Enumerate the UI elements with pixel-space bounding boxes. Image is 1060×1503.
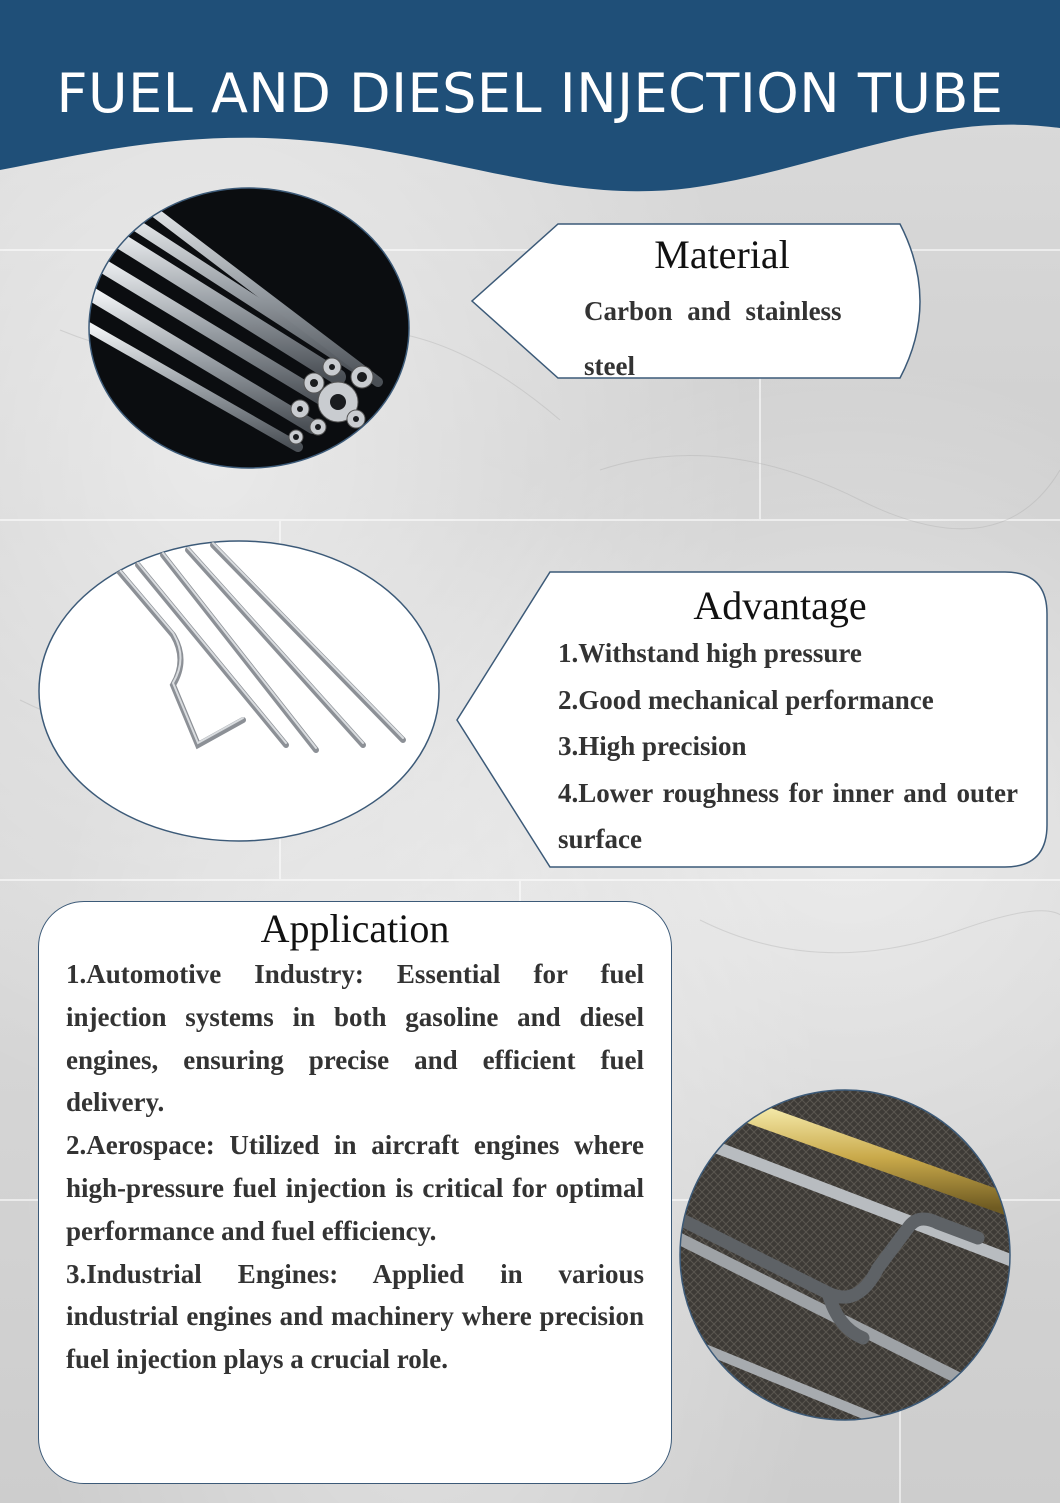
- page-title: FUEL AND DIESEL INJECTION TUBE: [56, 62, 1004, 125]
- material-heading: Material: [654, 232, 790, 277]
- advantage-item: 4.Lower roughness for inner and outer surface: [558, 777, 1018, 854]
- application-item: 2.Aerospace: Utilized in aircraft engines where high-pressure fuel injection is critical for optimal performance and fuel efficiency.: [66, 1130, 644, 1246]
- bent-tubes-photo: [38, 540, 440, 842]
- application-list: [66, 953, 644, 1381]
- application-heading: Application: [260, 906, 450, 951]
- advantage-item: 3.High precision: [558, 731, 747, 761]
- tubes-on-mesh-photo: [678, 1088, 1012, 1422]
- advantage-heading: Advantage: [693, 583, 867, 628]
- application-item: 1.Automotive Industry: Essential for fuel injection systems in both gasoline and diesel engines, ensuring precise and efficient fuel delivery.: [66, 959, 644, 1118]
- application-item: 3.Industrial Engines: Applied in various industrial engines and machinery where precision fuel injection plays a crucial role.: [66, 1258, 644, 1375]
- advantage-list: [558, 630, 1018, 863]
- tube-bundle-photo: [88, 187, 410, 469]
- advantage-item: 1.Withstand high pressure: [558, 638, 862, 668]
- advantage-item: 2.Good mechanical performance: [558, 684, 934, 715]
- material-text: Carbon and stainless steel: [584, 296, 842, 381]
